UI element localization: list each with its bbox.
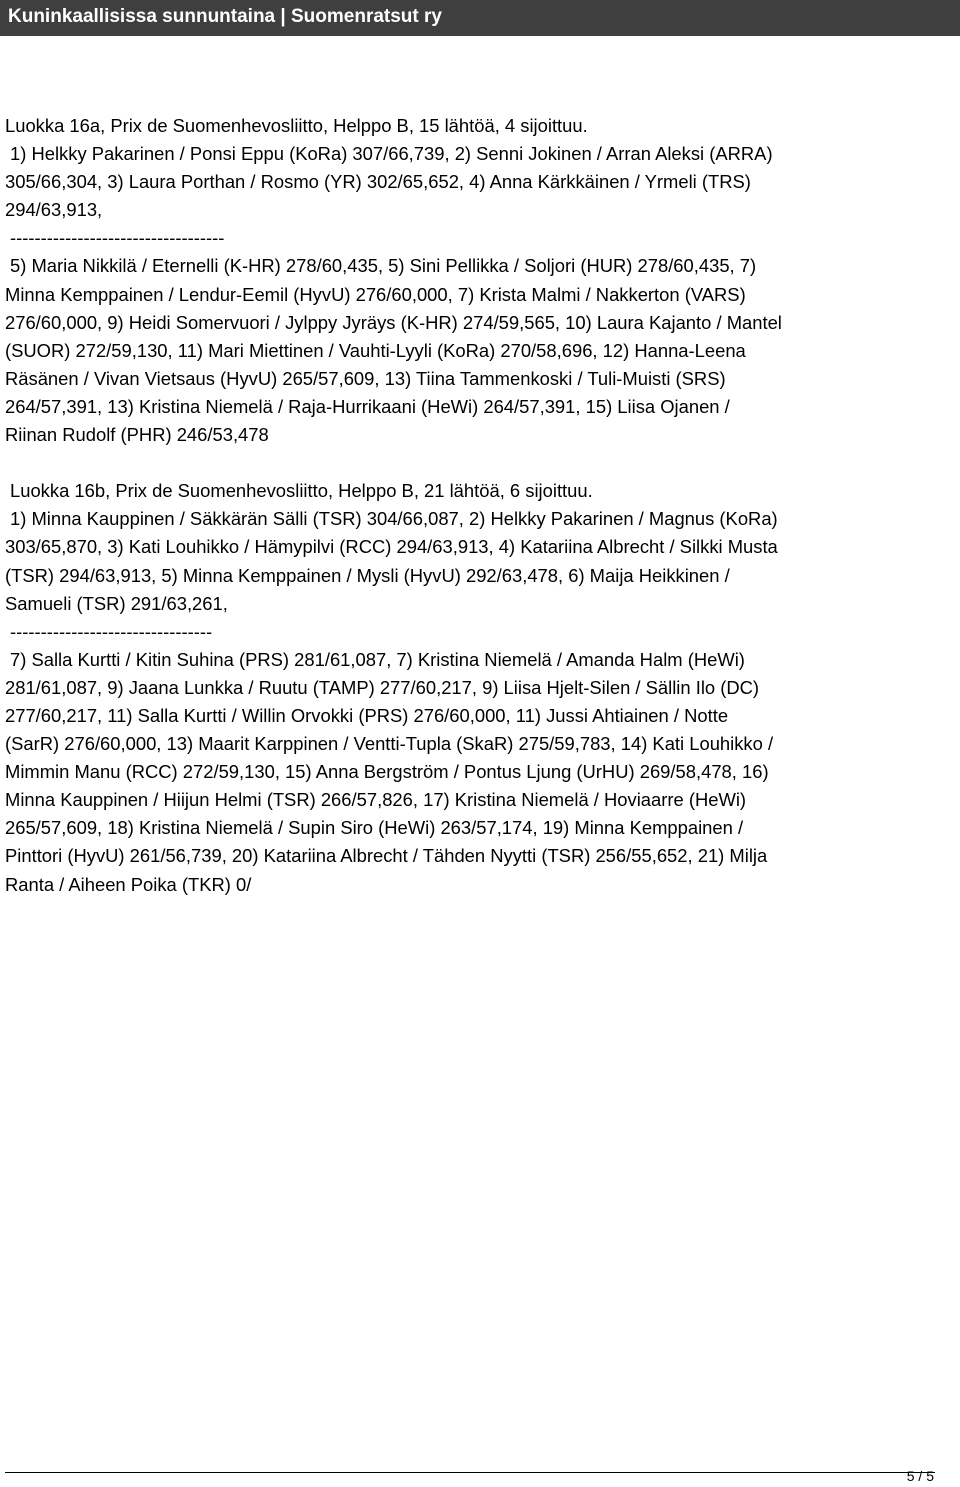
class-16a-unplaced-line: Riinan Rudolf (PHR) 246/53,478 [5, 424, 269, 446]
footer-divider [5, 1472, 935, 1473]
class-16a-unplaced-line: (SUOR) 272/59,130, 11) Mari Miettinen / Vauhti-Lyyli (KoRa) 270/58,696, 12) Hanna-Leena [5, 339, 746, 361]
class-16b-placed-line: (TSR) 294/63,913, 5) Minna Kemppainen / Mysli (HyvU) 292/63,478, 6) Maija Heikkinen / [5, 564, 730, 586]
page-number: 5 / 5 [906, 1468, 934, 1484]
class-16a-unplaced-line: 5) Maria Nikkilä / Eternelli (K-HR) 278/60,435, 5) Sini Pellikka / Soljori (HUR) 278/60,435, 7) [10, 255, 757, 277]
class-16a-unplaced-line: 276/60,000, 9) Heidi Somervuori / Jylppy Jyräys (K-HR) 274/59,565, 10) Laura Kajanto / Mantel [5, 311, 782, 333]
class-16a-unplaced-line: Minna Kemppainen / Lendur-Eemil (HyvU) 276/60,000, 7) Krista Malmi / Nakkerton (VARS) [5, 283, 746, 305]
class-16b-unplaced-line: 265/57,609, 18) Kristina Niemelä / Supin Siro (HeWi) 263/57,174, 19) Minna Kemppainen / [5, 817, 744, 839]
header-bar [0, 0, 960, 36]
class-16b-placed-line: 1) Minna Kauppinen / Säkkärän Sälli (TSR) 304/66,087, 2) Helkky Pakarinen / Magnus (KoRa) [10, 508, 778, 530]
class-16b-unplaced-line: 281/61,087, 9) Jaana Lunkka / Ruutu (TAMP) 277/60,217, 9) Liisa Hjelt-Silen / Sällin Ilo (DC) [5, 676, 760, 698]
class-16a-placed-line: 294/63,913, [5, 199, 103, 221]
class-16a-section [5, 112, 955, 449]
class-16a-placed-line: 1) Helkky Pakarinen / Ponsi Eppu (KoRa) 307/66,739, 2) Senni Jokinen / Arran Aleksi (ARRA) [10, 143, 773, 165]
class-16b-unplaced-line: Pinttori (HyvU) 261/56,739, 20) Katariina Albrecht / Tähden Nyytti (TSR) 256/55,652, 21) Milja [5, 845, 768, 867]
class-16b-unplaced-line: (SarR) 276/60,000, 13) Maarit Karppinen / Ventti-Tupla (SkaR) 275/59,783, 14) Kati Louhikko / [5, 733, 774, 755]
class-16a-separator: ----------------------------------- [10, 227, 225, 249]
class-16b-unplaced-line: Ranta / Aiheen Poika (TKR) 0/ [5, 873, 252, 895]
class-16b-unplaced-line: 7) Salla Kurtti / Kitin Suhina (PRS) 281/61,087, 7) Kristina Niemelä / Amanda Halm (HeWi) [10, 648, 745, 670]
page-header-title: Kuninkaallisissa sunnuntaina | Suomenratsut ry [8, 6, 442, 27]
class-16b-placed-line: 303/65,870, 3) Kati Louhikko / Hämypilvi (RCC) 294/63,913, 4) Katariina Albrecht / Silkki Musta [5, 536, 778, 558]
class-16a-unplaced-line: Räsänen / Vivan Vietsaus (HyvU) 265/57,609, 13) Tiina Tammenkoski / Tuli-Muisti (SRS) [5, 367, 726, 389]
class-16b-unplaced-line: 277/60,217, 11) Salla Kurtti / Willin Orvokki (PRS) 276/60,000, 11) Jussi Ahtiainen / Notte [5, 704, 729, 726]
class-16b-section [5, 477, 955, 898]
class-16a-heading: Luokka 16a, Prix de Suomenhevosliitto, Helppo B, 15 lähtöä, 4 sijoittuu. [5, 115, 588, 136]
class-16b-unplaced-line: Mimmin Manu (RCC) 272/59,130, 15) Anna Bergström / Pontus Ljung (UrHU) 269/58,478, 16) [5, 761, 769, 783]
results-content [5, 112, 955, 899]
class-16b-heading: Luokka 16b, Prix de Suomenhevosliitto, Helppo B, 21 lähtöä, 6 sijoittuu. [10, 480, 593, 502]
class-16a-unplaced-line: 264/57,391, 13) Kristina Niemelä / Raja-Hurrikaani (HeWi) 264/57,391, 15) Liisa Ojanen / [5, 395, 730, 417]
class-16a-placed-line: 305/66,304, 3) Laura Porthan / Rosmo (YR) 302/65,652, 4) Anna Kärkkäinen / Yrmeli (TRS) [5, 171, 751, 193]
class-16b-separator: --------------------------------- [10, 620, 213, 642]
class-16b-unplaced-line: Minna Kauppinen / Hiijun Helmi (TSR) 266/57,826, 17) Kristina Niemelä / Hoviaarre (HeWi) [5, 789, 747, 811]
class-16b-placed-line: Samueli (TSR) 291/63,261, [5, 592, 228, 614]
section-gap [5, 449, 955, 477]
